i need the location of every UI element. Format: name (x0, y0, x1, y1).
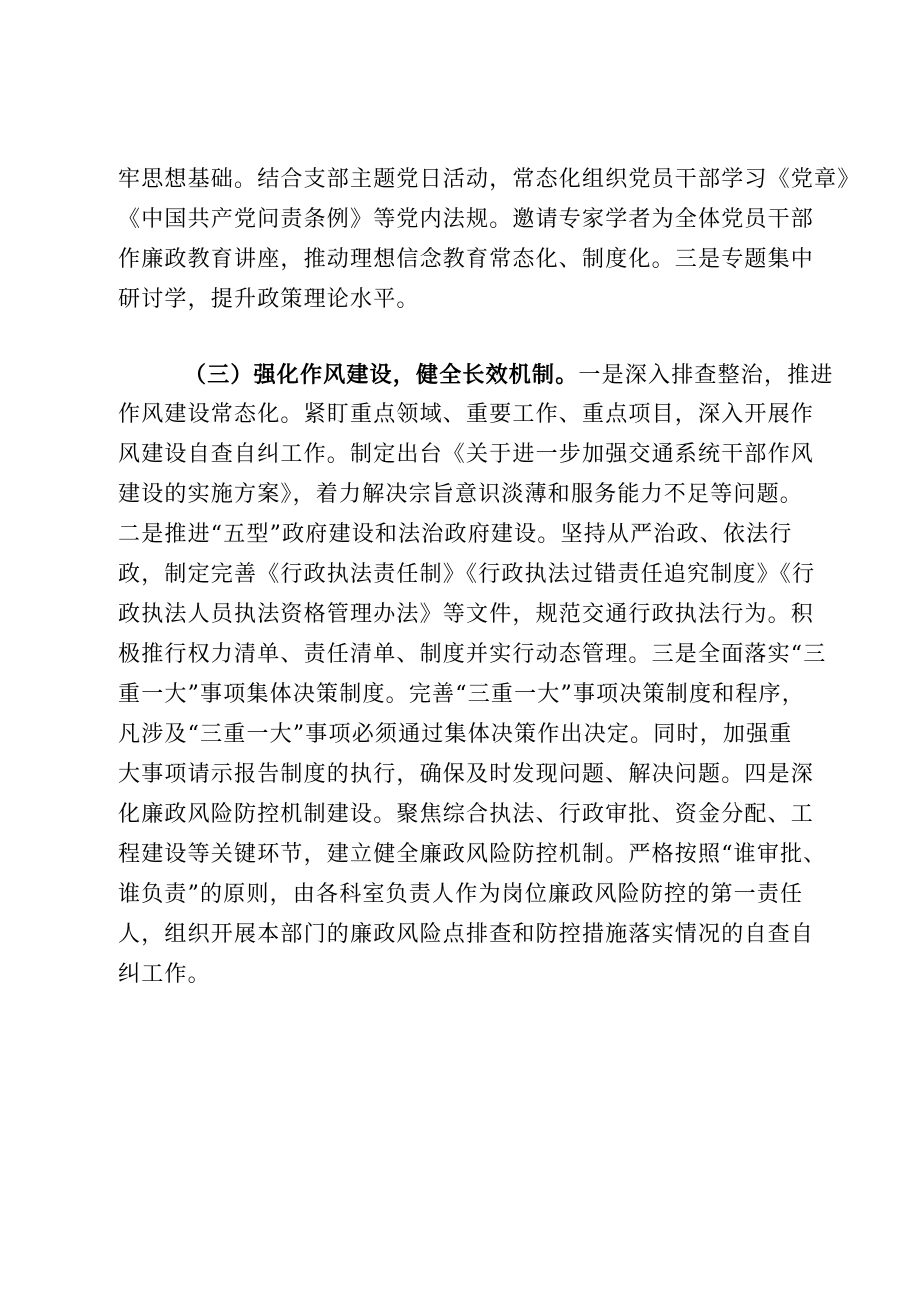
paragraph-line: 谁负责”的原则，由各科室负责人作为岗位廉政风险防控的第一责任 (118, 882, 804, 907)
heading-line-rest: 一是深入排查整治，推进 (578, 363, 834, 388)
paragraph-line: 作风建设常态化。紧盯重点领域、重要工作、重点项目，深入开展作 (118, 402, 815, 427)
paragraph-line: 极推行权力清单、责任清单、制度并实行动态管理。三是全面落实“三 (118, 642, 827, 667)
paragraph-line: 人，组织开展本部门的廉政风险点排查和防控措施落实情况的自查自 (118, 922, 815, 947)
paragraph-line: 凡涉及“三重一大”事项必须通过集体决策作出决定。同时，加强重 (118, 722, 793, 747)
paragraph-line: 化廉政风险防控机制建设。聚焦综合执法、行政审批、资金分配、工 (118, 802, 815, 827)
paragraph-line: 政执法人员执法资格管理办法》等文件，规范交通行政执法行为。积 (118, 602, 815, 627)
paragraph-line: 风建设自查自纠工作。制定出台《关于进一步加强交通系统干部作风 (118, 442, 815, 467)
paragraph-first-line (118, 355, 834, 395)
paragraph-line: 程建设等关键环节，建立健全廉政风险防控机制。严格按照“谁审批、 (118, 842, 827, 867)
paragraph-line: 纠工作。 (118, 962, 211, 987)
paragraph-2 (118, 355, 834, 995)
paragraph-line: 大事项请示报告制度的执行，确保及时发现问题、解决问题。四是深 (118, 762, 815, 787)
paragraph-line: 政，制定完善《行政执法责任制》《行政执法过错责任追究制度》《行 (118, 562, 816, 587)
paragraph-line: 作廉政教育讲座，推动理想信念教育常态化、制度化。三是专题集中 (118, 247, 815, 272)
section-heading: （三）强化作风建设，健全长效机制。 (184, 362, 579, 388)
paragraph-1 (118, 160, 861, 320)
paragraph-line: 研讨学，提升政策理论水平。 (118, 287, 420, 312)
paragraph-line: 建设的实施方案》，着力解决宗旨意识淡薄和服务能力不足等问题。 (118, 482, 804, 507)
paragraph-line: 《中国共产党问责条例》等党内法规。邀请专家学者为全体党员干部 (118, 207, 815, 232)
paragraph-line: 二是推进“五型”政府建设和法治政府建设。坚持从严治政、依法行 (118, 522, 793, 547)
paragraph-line: 重一大”事项集体决策制度。完善“三重一大”事项决策制度和程序， (118, 682, 805, 707)
paragraph-line: 牢思想基础。结合支部主题党日活动，常态化组织党员干部学习《党章》 (118, 167, 861, 192)
